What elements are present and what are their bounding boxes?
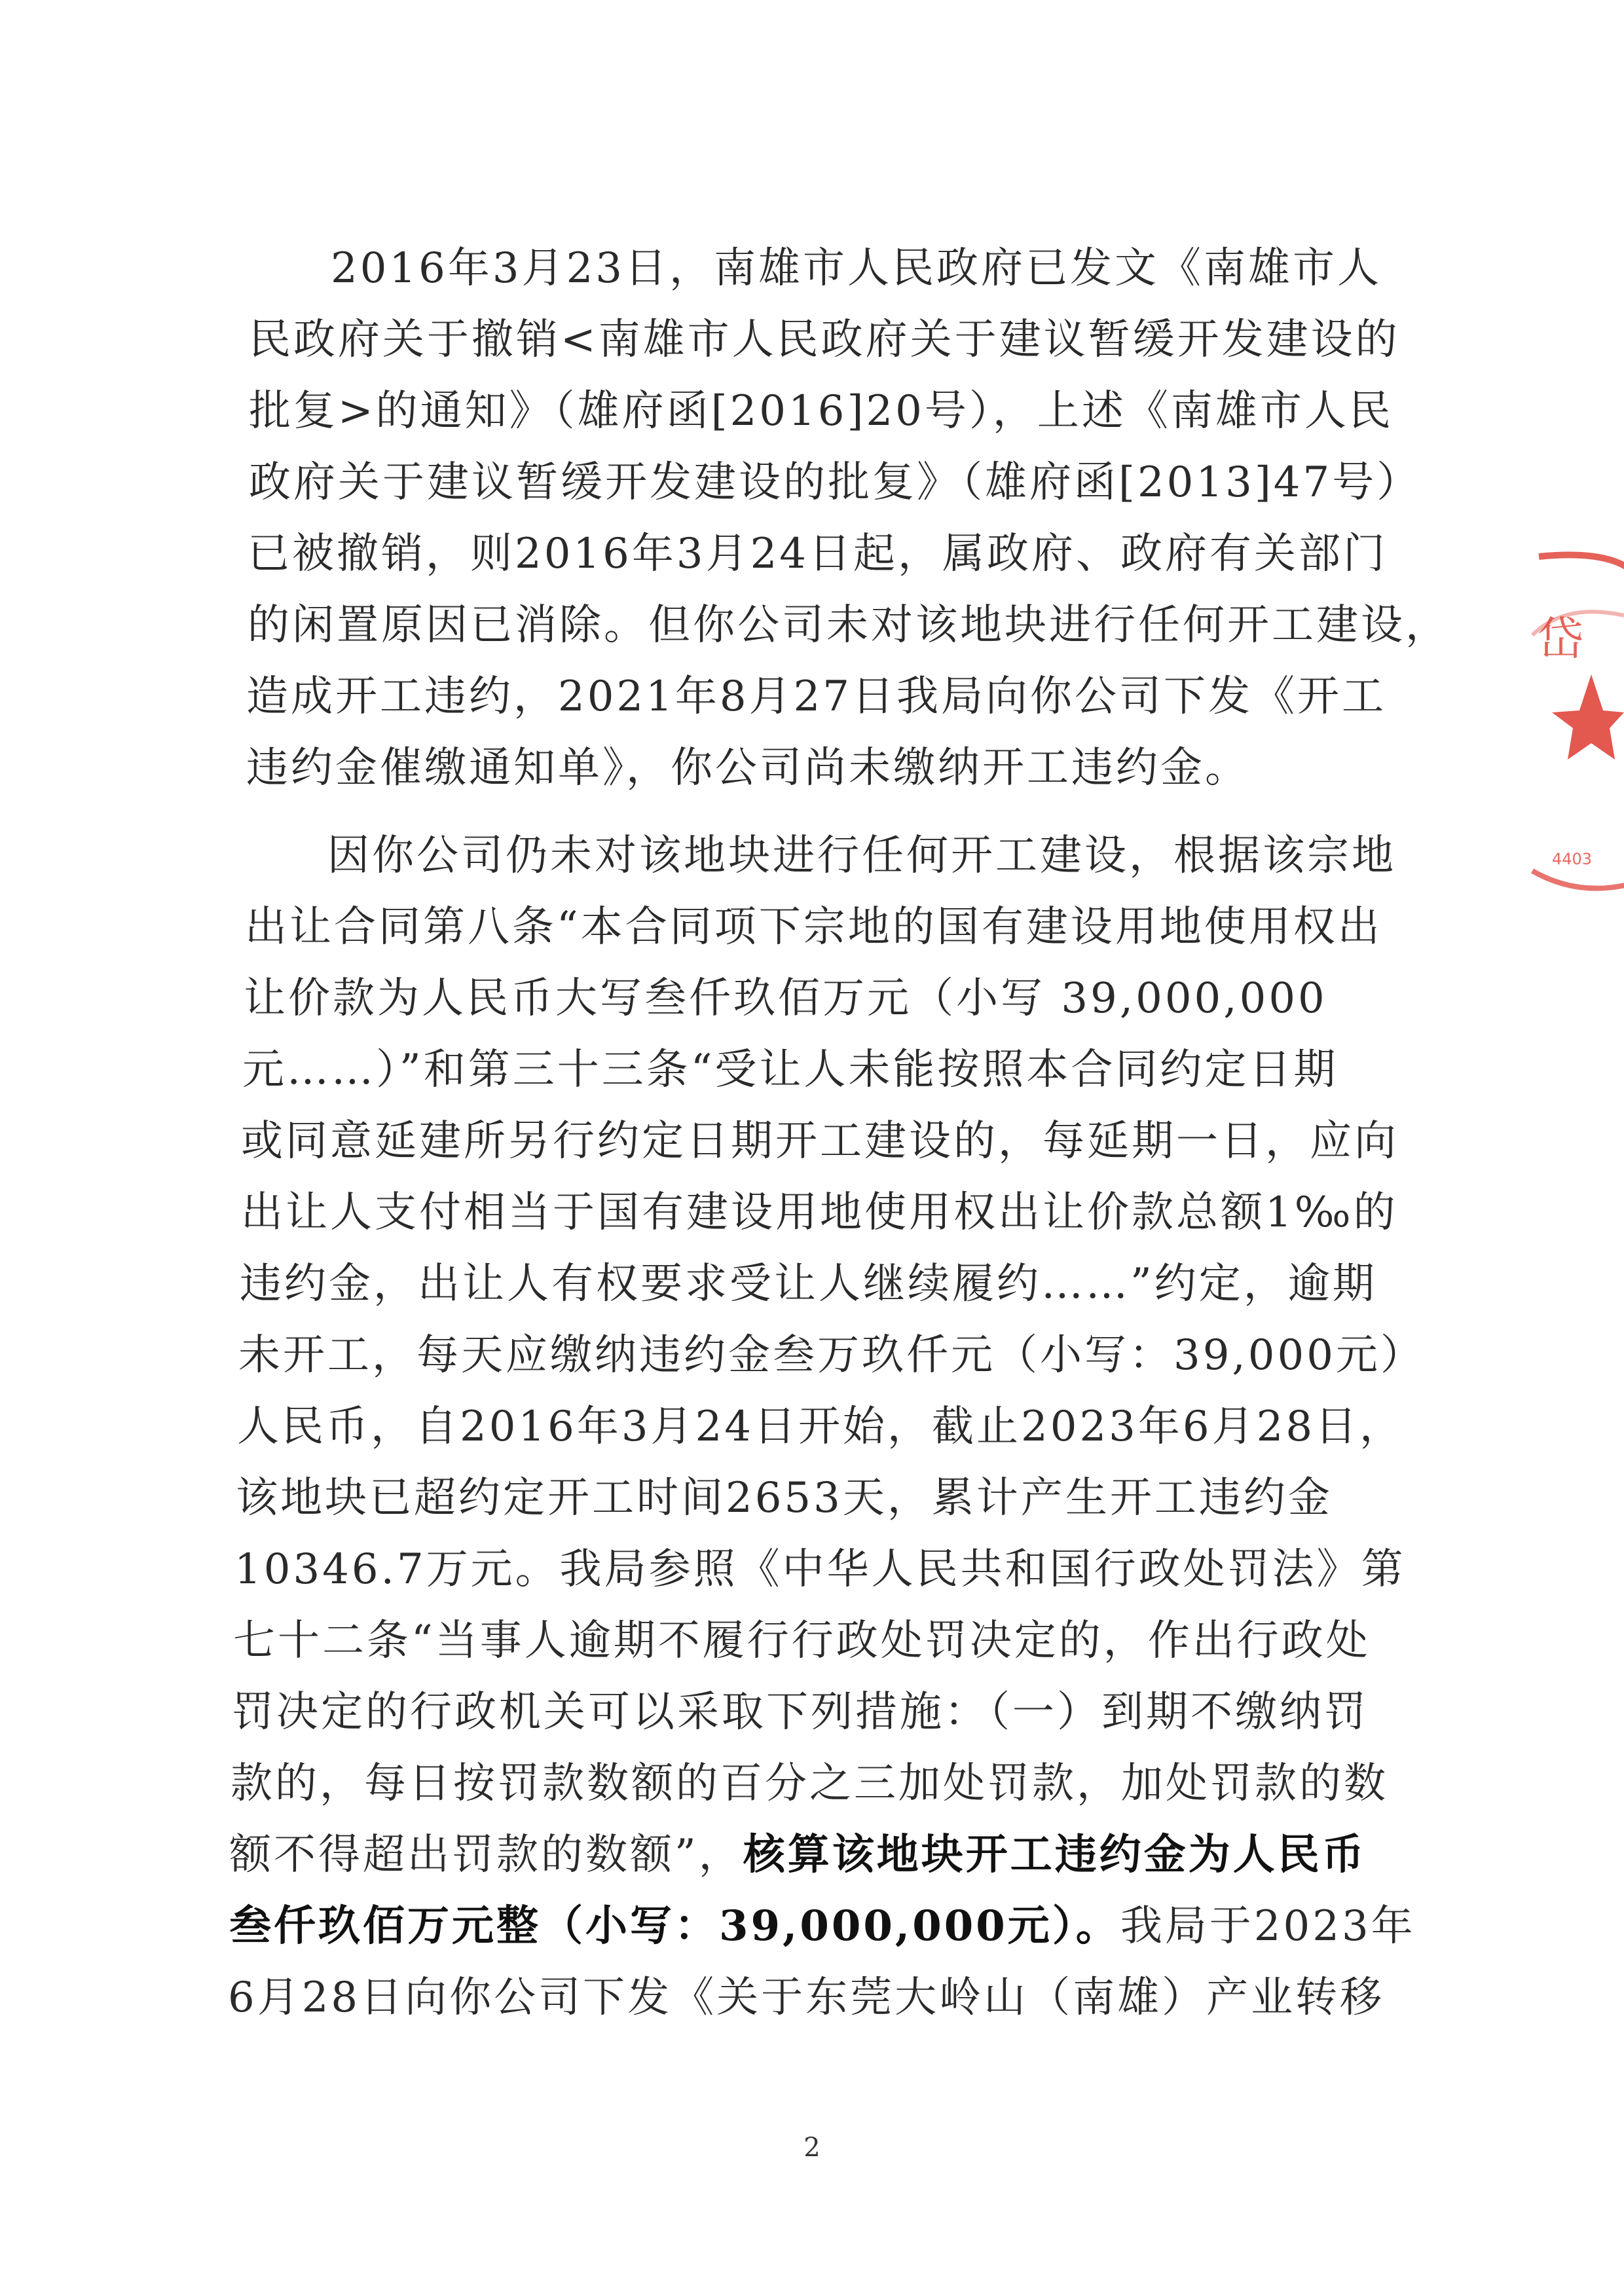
red-seal-stamp [1526,543,1624,910]
text-line-10: 出让合同第八条“本合同项下宗地的国有建设用地使用权出 [245,903,1382,951]
text-line-6: 的闲置原因已消除。但你公司未对该地块进行任何开工建设， [248,601,1450,650]
text-line-1: 2016年3月23日，南雄市人民政府已发文《南雄市人 [331,244,1382,293]
text-line-24-tail: 我局于2023年 [1120,1902,1416,1951]
text-line-23-bold: 核算该地块开工违约金为人民币 [743,1830,1367,1879]
text-line-4: 政府关于建议暂缓开发建设的批复》（雄府函[2013]47号） [249,458,1422,507]
text-line-9: 因你公司仍未对该地块进行任何开工建设，根据该宗地 [327,832,1396,880]
text-line-18: 该地块已超约定开工时间2653天，累计产生开工违约金 [236,1474,1333,1522]
seal-number-text: 4403 [1552,850,1593,868]
text-line-14: 出让人支付相当于国有建设用地使用权出让价款总额1‰的 [241,1188,1398,1237]
text-line-5: 已被撤销，则2016年3月24日起，属政府、政府有关部门 [248,530,1388,578]
text-line-24 [229,1897,1416,1956]
text-line-20: 七十二条“当事人逾期不履行行政处罚决定的，作出行政处 [233,1617,1371,1665]
text-line-23-plain: 额不得超出罚款的数额”， [229,1831,743,1879]
text-line-7: 造成开工违约，2021年8月27日我局向你公司下发《开工 [246,672,1387,721]
text-line-12: 元……）”和第三十三条“受让人未能按照本合同约定日期 [242,1046,1338,1094]
text-line-19: 10346.7万元。我局参照《中华人民共和国行政处罚法》第 [234,1545,1406,1594]
text-line-15: 违约金，出让人有权要求受让人继续履约……”约定，逾期 [240,1260,1377,1308]
text-line-13: 或同意延建所另行约定日期开工建设的，每延期一日，应向 [241,1117,1399,1166]
page-number: 2 [803,2133,821,2163]
text-line-17: 人民币，自2016年3月24日开始，截止2023年6月28日， [237,1403,1405,1451]
text-line-8: 违约金催缴通知单》，你公司尚未缴纳开工违约金。 [246,744,1249,792]
text-line-3: 批复>的通知》（雄府函[2016]20号），上述《南雄市人民 [249,387,1393,435]
seal-glyph-text: 岱 [1538,612,1583,666]
text-line-16: 未开工，每天应缴纳违约金叁万玖仟元（小写：39,000元） [238,1331,1425,1380]
text-line-2: 民政府关于撤销<南雄市人民政府关于建议暂缓开发建设的 [249,316,1400,364]
text-line-11: 让价款为人民币大写叁仟玖佰万元（小写 39,000,000 [244,974,1327,1023]
text-line-21: 罚决定的行政机关可以采取下列措施：（一）到期不缴纳罚 [232,1688,1369,1736]
text-line-23 [229,1826,1367,1884]
text-line-24-bold: 叁仟玖佰万元整（小写：39,000,000元）。 [229,1901,1120,1951]
text-line-25: 6月28日向你公司下发《关于东莞大岭山（南雄）产业转移 [228,1974,1385,2022]
text-line-22: 款的，每日按罚款数额的百分之三加处罚款，加处罚款的数 [231,1759,1388,1808]
